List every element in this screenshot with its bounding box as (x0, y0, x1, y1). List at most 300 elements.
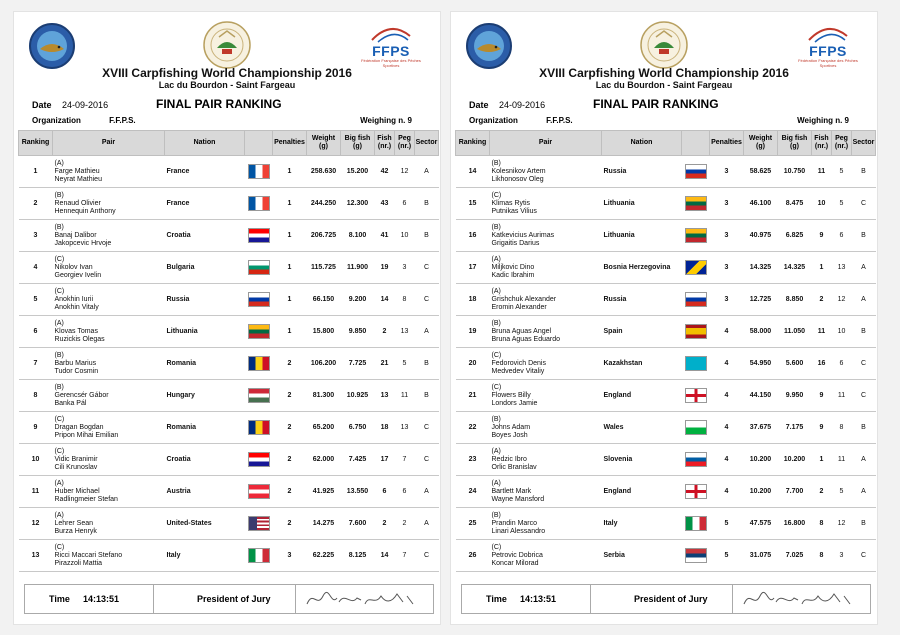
flag-france-icon (248, 164, 270, 179)
pair-member-2: Grigaitis Darius (491, 239, 540, 247)
flag-romania-icon (248, 356, 270, 371)
bigfish-cell: 10.925 (341, 380, 375, 412)
nation-cell: Italy (602, 508, 682, 540)
sector-cell: A (415, 508, 439, 540)
pair-member-1: Redzic Ibro (491, 455, 527, 463)
pair-member-1: Banaj Dalibor (54, 231, 97, 239)
sector-cell: A (415, 316, 439, 348)
weight-cell: 14.275 (307, 508, 341, 540)
bigfish-cell: 7.025 (778, 540, 812, 572)
nation-cell: England (602, 380, 682, 412)
nation-cell: Croatia (165, 444, 245, 476)
pair-member-2: Wayne Mansford (491, 495, 545, 503)
signature-image (740, 588, 858, 610)
flag-slovenia-icon (685, 452, 707, 467)
table-row (19, 252, 439, 284)
ffps-logo (360, 24, 422, 70)
rank-cell: 13 (19, 540, 53, 572)
footer-divider (590, 585, 591, 613)
weighing-number: Weighing n. 9 (360, 116, 412, 125)
sector-cell: A (852, 444, 876, 476)
col-penalties: Penalties (273, 131, 307, 156)
nation-cell: Lithuania (602, 188, 682, 220)
col-fish: Fish (nr.) (812, 131, 832, 156)
pair-member-1: Grishchuk Alexander (491, 295, 557, 303)
weight-cell: 115.725 (307, 252, 341, 284)
pair-member-2: Londors Jamie (491, 399, 538, 407)
pair-sector-letter: (C) (491, 351, 502, 359)
table-row (456, 252, 876, 284)
pair-sector-letter: (C) (491, 543, 502, 551)
peg-cell: 6 (395, 476, 415, 508)
pair-member-2: Tudor Cosmin (54, 367, 99, 375)
sector-cell: C (852, 188, 876, 220)
flag-usa-icon (248, 516, 270, 531)
bigfish-cell: 12.300 (341, 188, 375, 220)
penalties-cell: 3 (710, 188, 744, 220)
rank-cell: 12 (19, 508, 53, 540)
weight-cell: 62.225 (307, 540, 341, 572)
president-of-jury-label: President of Jury (634, 594, 708, 604)
table-row (456, 508, 876, 540)
pair-member-2: Banka Pál (54, 399, 87, 407)
flag-bosnia-icon (685, 260, 707, 275)
bigfish-cell: 9.850 (341, 316, 375, 348)
table-row (19, 476, 439, 508)
sector-cell: A (852, 284, 876, 316)
penalties-cell: 4 (710, 348, 744, 380)
rank-cell: 19 (456, 316, 490, 348)
weighing-number: Weighing n. 9 (797, 116, 849, 125)
sector-cell: C (852, 540, 876, 572)
rank-cell: 21 (456, 380, 490, 412)
venue-subtitle: Lac du Bourdon - Saint Fargeau (158, 80, 296, 90)
nation-cell: Romania (165, 412, 245, 444)
pair-member-2: Georgiev Ivelin (54, 271, 102, 279)
footer-bar (24, 584, 434, 614)
peg-cell: 11 (832, 380, 852, 412)
col-sector: Sector (415, 131, 439, 156)
peg-cell: 7 (395, 540, 415, 572)
sector-cell: A (415, 476, 439, 508)
bigfish-cell: 8.100 (341, 220, 375, 252)
col-pair: Pair (53, 131, 165, 156)
sector-cell: B (852, 220, 876, 252)
ranking-table (455, 130, 876, 572)
flag-italy-icon (248, 548, 270, 563)
nation-cell: Lithuania (602, 220, 682, 252)
col-fish: Fish (nr.) (375, 131, 395, 156)
pair-cell (53, 508, 165, 540)
date-line (32, 100, 108, 110)
fish-count-cell: 2 (375, 508, 395, 540)
pair-member-2: Pirazzoli Mattia (54, 559, 102, 567)
rank-cell: 24 (456, 476, 490, 508)
table-row (19, 508, 439, 540)
table-row (456, 540, 876, 572)
organization-label: Organization (32, 116, 81, 125)
flag-cell (245, 252, 273, 284)
bigfish-cell: 5.600 (778, 348, 812, 380)
col-peg: Peg (nr.) (832, 131, 852, 156)
flag-cell (245, 348, 273, 380)
table-row (456, 156, 876, 188)
bigfish-cell: 8.475 (778, 188, 812, 220)
footer-divider (295, 585, 296, 613)
weight-cell: 44.150 (744, 380, 778, 412)
bigfish-cell: 8.850 (778, 284, 812, 316)
table-row (19, 316, 439, 348)
pair-member-2: Orlic Branislav (491, 463, 537, 471)
peg-cell: 12 (832, 284, 852, 316)
rank-cell: 22 (456, 412, 490, 444)
penalties-cell: 3 (710, 220, 744, 252)
sector-cell: B (415, 220, 439, 252)
weight-cell: 58.625 (744, 156, 778, 188)
penalties-cell: 4 (710, 316, 744, 348)
pair-member-1: Fedorovich Denis (491, 359, 546, 367)
penalties-cell: 4 (710, 380, 744, 412)
peg-cell: 7 (395, 444, 415, 476)
flag-cell (245, 508, 273, 540)
pair-sector-letter: (B) (491, 415, 501, 423)
pair-cell (490, 220, 602, 252)
flag-cell (682, 444, 710, 476)
rank-cell: 20 (456, 348, 490, 380)
pair-sector-letter: (C) (54, 287, 65, 295)
peg-cell: 5 (832, 188, 852, 220)
nation-cell: Kazakhstan (602, 348, 682, 380)
fish-count-cell: 1 (812, 252, 832, 284)
flag-england-icon (685, 388, 707, 403)
footer-bar (461, 584, 871, 614)
weight-cell: 106.200 (307, 348, 341, 380)
bigfish-cell: 7.725 (341, 348, 375, 380)
ffps-logo-subtext: Fédération Française des Pêches Sportives (361, 58, 421, 68)
table-row (456, 348, 876, 380)
pair-cell (490, 348, 602, 380)
penalties-cell: 2 (273, 412, 307, 444)
flag-france-icon (248, 196, 270, 211)
pair-cell (490, 444, 602, 476)
pair-member-2: Ruzickis Olegas (54, 335, 105, 343)
rank-cell: 17 (456, 252, 490, 284)
table-row (19, 412, 439, 444)
pair-member-2: Bruna Aguas Eduardo (491, 335, 560, 343)
nation-cell: France (165, 156, 245, 188)
pair-sector-letter: (C) (491, 383, 502, 391)
weight-cell: 46.100 (744, 188, 778, 220)
bigfish-cell: 7.425 (341, 444, 375, 476)
pair-member-1: Ricci Maccari Stefano (54, 551, 123, 559)
pair-member-2: Kadic Ibrahim (491, 271, 535, 279)
rank-cell: 3 (19, 220, 53, 252)
pair-sector-letter: (C) (54, 255, 65, 263)
nation-cell: Austria (165, 476, 245, 508)
nation-cell: Italy (165, 540, 245, 572)
nation-cell: Russia (602, 284, 682, 316)
weight-cell: 10.200 (744, 444, 778, 476)
sector-cell: B (852, 156, 876, 188)
sector-cell: B (852, 412, 876, 444)
col-pair: Pair (490, 131, 602, 156)
fish-count-cell: 11 (812, 156, 832, 188)
bigfish-cell: 6.825 (778, 220, 812, 252)
penalties-cell: 1 (273, 220, 307, 252)
peg-cell: 11 (395, 380, 415, 412)
table-row (456, 220, 876, 252)
fish-count-cell: 8 (812, 540, 832, 572)
pair-sector-letter: (B) (491, 511, 501, 519)
penalties-cell: 5 (710, 540, 744, 572)
bigfish-cell: 15.200 (341, 156, 375, 188)
fish-count-cell: 2 (812, 284, 832, 316)
flag-cell (245, 380, 273, 412)
col-sector: Sector (852, 131, 876, 156)
flag-russia-icon (685, 292, 707, 307)
rank-cell: 9 (19, 412, 53, 444)
flag-cell (245, 540, 273, 572)
pair-cell (490, 540, 602, 572)
bigfish-cell: 7.175 (778, 412, 812, 444)
pair-member-1: Nikolov Ivan (54, 263, 93, 271)
pair-sector-letter: (B) (491, 319, 501, 327)
fish-count-cell: 9 (812, 412, 832, 444)
col-penalties: Penalties (710, 131, 744, 156)
pair-member-2: Likhonosov Oleg (491, 175, 544, 183)
pair-cell (490, 476, 602, 508)
sector-cell: A (852, 252, 876, 284)
report-title: FINAL PAIR RANKING (156, 97, 282, 111)
table-row (19, 348, 439, 380)
rank-cell: 7 (19, 348, 53, 380)
pair-cell (53, 156, 165, 188)
bigfish-cell: 16.800 (778, 508, 812, 540)
nation-cell: Serbia (602, 540, 682, 572)
flag-russia-icon (248, 292, 270, 307)
nation-cell: Bulgaria (165, 252, 245, 284)
col-flag (245, 131, 273, 156)
ffps-logo-subtext: Fédération Française des Pêches Sportives (798, 58, 858, 68)
rank-cell: 10 (19, 444, 53, 476)
penalties-cell: 5 (710, 508, 744, 540)
table-row (456, 188, 876, 220)
time-label: Time (49, 594, 70, 604)
federation-logo (465, 22, 513, 70)
fish-count-cell: 17 (375, 444, 395, 476)
pair-cell (490, 284, 602, 316)
flag-cell (682, 156, 710, 188)
pair-sector-letter: (A) (54, 479, 64, 487)
flag-cell (682, 476, 710, 508)
peg-cell: 11 (832, 444, 852, 476)
pair-member-1: Petrovic Dobrica (491, 551, 543, 559)
pair-member-1: Anokhin Iurii (54, 295, 94, 303)
pair-member-2: Pripon Mihai Emilian (54, 431, 119, 439)
flag-croatia-icon (248, 452, 270, 467)
pair-member-2: Medvedev Vitaliy (491, 367, 545, 375)
weight-cell: 40.975 (744, 220, 778, 252)
pair-cell (53, 380, 165, 412)
weight-cell: 41.925 (307, 476, 341, 508)
signature-image (303, 588, 421, 610)
penalties-cell: 2 (273, 476, 307, 508)
table-row (456, 316, 876, 348)
bigfish-cell: 6.750 (341, 412, 375, 444)
footer-divider (732, 585, 733, 613)
flag-kazakhstan-icon (685, 356, 707, 371)
flag-romania-icon (248, 420, 270, 435)
flag-cell (245, 476, 273, 508)
rank-cell: 18 (456, 284, 490, 316)
rank-cell: 6 (19, 316, 53, 348)
weight-cell: 66.150 (307, 284, 341, 316)
pair-sector-letter: (A) (54, 319, 64, 327)
pair-member-2: Jakopcevic Hrvoje (54, 239, 112, 247)
pair-member-1: Flowers Billy (491, 391, 531, 399)
nation-cell: Wales (602, 412, 682, 444)
pair-member-1: Bruna Aguas Angel (491, 327, 552, 335)
pair-sector-letter: (B) (54, 191, 64, 199)
peg-cell: 3 (395, 252, 415, 284)
nation-cell: Lithuania (165, 316, 245, 348)
rank-cell: 4 (19, 252, 53, 284)
fish-count-cell: 42 (375, 156, 395, 188)
flag-cell (682, 220, 710, 252)
table-row (456, 380, 876, 412)
pair-member-1: Barbu Marius (54, 359, 97, 367)
rank-cell: 23 (456, 444, 490, 476)
pair-member-1: Klimas Rytis (491, 199, 531, 207)
penalties-cell: 2 (273, 444, 307, 476)
pair-cell (53, 220, 165, 252)
ranking-sheet-right (451, 12, 877, 624)
pair-member-1: Gerencsér Gábor (54, 391, 109, 399)
flag-austria-icon (248, 484, 270, 499)
date-value: 24-09-2016 (499, 100, 546, 110)
organization-line (469, 116, 573, 125)
rank-cell: 11 (19, 476, 53, 508)
bigfish-cell: 10.200 (778, 444, 812, 476)
flag-cell (682, 252, 710, 284)
report-title: FINAL PAIR RANKING (593, 97, 719, 111)
championship-seal-logo (639, 20, 689, 70)
ffps-logo-text: FFPS (809, 43, 847, 59)
organization-value: F.F.P.S. (546, 116, 573, 125)
sector-cell: B (415, 188, 439, 220)
rank-cell: 26 (456, 540, 490, 572)
weight-cell: 47.575 (744, 508, 778, 540)
weight-cell: 244.250 (307, 188, 341, 220)
penalties-cell: 2 (273, 508, 307, 540)
pair-member-1: Miljkovic Dino (491, 263, 535, 271)
fish-count-cell: 1 (812, 444, 832, 476)
col-bigfish: Big fish (g) (341, 131, 375, 156)
table-row (19, 380, 439, 412)
col-weight: Weight (g) (744, 131, 778, 156)
ranking-table (18, 130, 439, 572)
pair-member-1: Lehrer Sean (54, 519, 94, 527)
table-row (19, 284, 439, 316)
weight-cell: 62.000 (307, 444, 341, 476)
flag-cell (245, 316, 273, 348)
rank-cell: 16 (456, 220, 490, 252)
sector-cell: B (852, 508, 876, 540)
peg-cell: 5 (395, 348, 415, 380)
nation-cell: Romania (165, 348, 245, 380)
fish-count-cell: 2 (375, 316, 395, 348)
bigfish-cell: 13.550 (341, 476, 375, 508)
weight-cell: 206.725 (307, 220, 341, 252)
nation-cell: Spain (602, 316, 682, 348)
peg-cell: 6 (832, 220, 852, 252)
flag-cell (245, 188, 273, 220)
federation-logo (28, 22, 76, 70)
ffps-logo-text: FFPS (372, 43, 410, 59)
sector-cell: C (415, 252, 439, 284)
pair-member-2: Hennequin Anthony (54, 207, 116, 215)
weight-cell: 258.630 (307, 156, 341, 188)
organization-value: F.F.P.S. (109, 116, 136, 125)
pair-member-2: Burza Henryk (54, 527, 97, 535)
bigfish-cell: 11.050 (778, 316, 812, 348)
pair-sector-letter: (C) (54, 415, 65, 423)
championship-title: XVIII Carpfishing World Championship 2016 (102, 66, 352, 80)
pair-cell (53, 444, 165, 476)
col-nation: Nation (165, 131, 245, 156)
date-label: Date (32, 100, 52, 110)
penalties-cell: 3 (710, 156, 744, 188)
pair-member-1: Vidic Branimir (54, 455, 98, 463)
nation-cell: Bosnia Herzegovina (602, 252, 682, 284)
fish-count-cell: 18 (375, 412, 395, 444)
fish-count-cell: 21 (375, 348, 395, 380)
pair-sector-letter: (B) (54, 223, 64, 231)
weight-cell: 14.325 (744, 252, 778, 284)
weight-cell: 58.000 (744, 316, 778, 348)
president-of-jury-label: President of Jury (197, 594, 271, 604)
flag-spain-icon (685, 324, 707, 339)
bigfish-cell: 7.600 (341, 508, 375, 540)
pair-member-2: Anokhin Vitaly (54, 303, 99, 311)
pair-sector-letter: (B) (54, 383, 64, 391)
peg-cell: 6 (395, 188, 415, 220)
flag-lithuania-icon (685, 228, 707, 243)
pair-cell (53, 412, 165, 444)
rank-cell: 1 (19, 156, 53, 188)
pair-member-2: Putnikas Vilius (491, 207, 537, 215)
pair-sector-letter: (A) (491, 255, 501, 263)
pair-cell (53, 316, 165, 348)
penalties-cell: 2 (273, 380, 307, 412)
fish-count-cell: 6 (375, 476, 395, 508)
sector-cell: B (415, 380, 439, 412)
fish-count-cell: 2 (812, 476, 832, 508)
pair-member-2: Koncar Milorad (491, 559, 539, 567)
pair-cell (53, 540, 165, 572)
organization-line (32, 116, 136, 125)
flag-serbia-icon (685, 548, 707, 563)
peg-cell: 2 (395, 508, 415, 540)
pair-sector-letter: (A) (54, 511, 64, 519)
nation-cell: Slovenia (602, 444, 682, 476)
fish-count-cell: 13 (375, 380, 395, 412)
pair-sector-letter: (A) (491, 287, 501, 295)
bigfish-cell: 14.325 (778, 252, 812, 284)
fish-count-cell: 16 (812, 348, 832, 380)
pair-sector-letter: (A) (491, 447, 501, 455)
sector-cell: A (852, 476, 876, 508)
